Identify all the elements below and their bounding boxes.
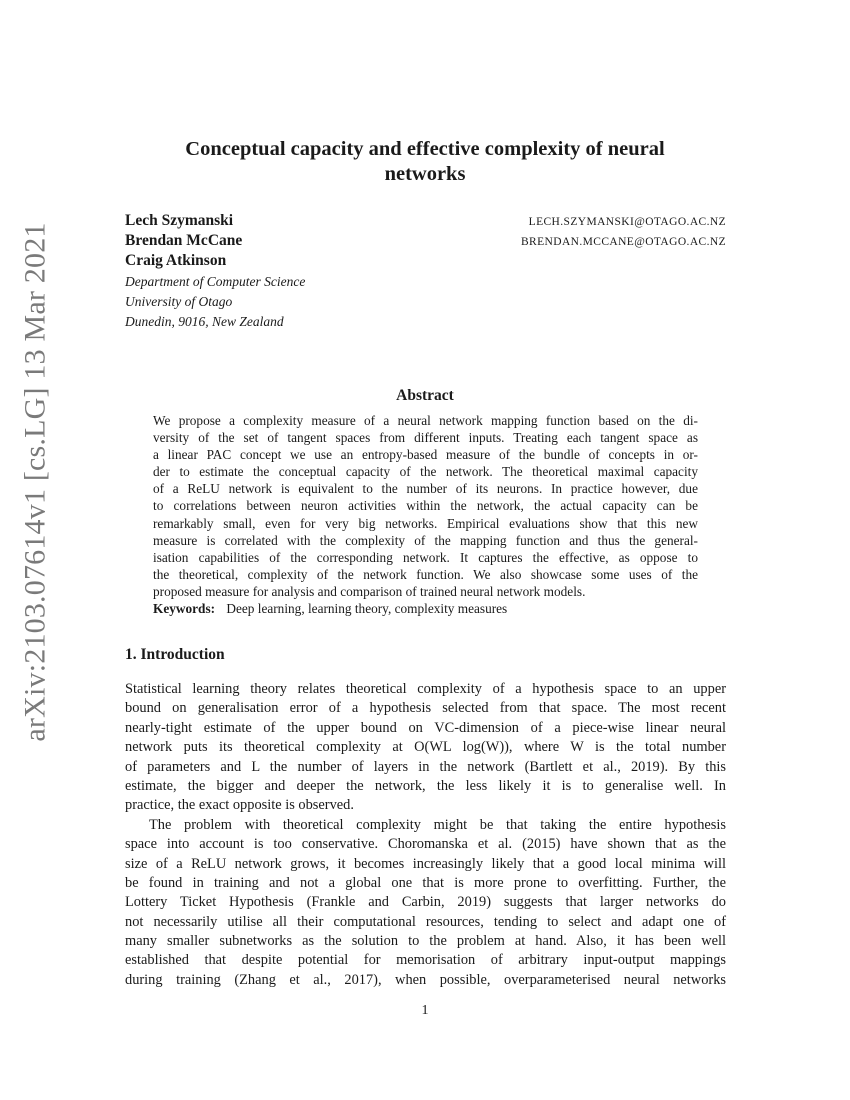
arxiv-identifier: arXiv:2103.07614v1 [cs.LG] 13 Mar 2021 bbox=[19, 222, 52, 742]
paragraph-line: estimate, the bigger and deeper the network, the less likely it is to generalise well. In bbox=[125, 777, 726, 794]
author-row bbox=[125, 212, 726, 232]
paragraph-line: be found in training and not a global one that is more prone to overfitting. Further, the bbox=[125, 874, 726, 891]
abstract-line: measure is correlated with the complexity of the mapping function and thus the general- bbox=[153, 532, 698, 548]
abstract-line: der to estimate the conceptual capacity of the network. The theoretical maximal capacity bbox=[153, 464, 698, 480]
author-name: Brendan McCane bbox=[125, 232, 243, 249]
arxiv-side-stamp bbox=[8, 222, 64, 742]
affiliation-address: Dunedin, 9016, New Zealand bbox=[125, 314, 284, 329]
abstract-line: to correlations between neuron activities within the network, the actual capacity can be bbox=[153, 498, 698, 514]
affiliation-department: Department of Computer Science bbox=[125, 274, 306, 289]
paragraph-line: bound on generalisation error of a hypothesis selected from that space. The most recent bbox=[125, 700, 726, 717]
paragraph-line: size of a ReLU network grows, it becomes increasingly likely that a good local minima will bbox=[125, 855, 726, 872]
paragraph-line: established that despite potential for memorisation of arbitrary input-output mappings bbox=[125, 952, 726, 969]
author-block bbox=[125, 212, 726, 332]
paragraph-line: practice, the exact opposite is observed. bbox=[125, 797, 354, 814]
paragraph-line: of parameters and L the number of layers in the network (Bartlett et al., 2019). By this bbox=[125, 758, 726, 775]
paragraph-line: nearly-tight estimate of the upper bound on VC-dimension of a piece-wise linear neural bbox=[125, 719, 726, 736]
abstract-heading: Abstract bbox=[396, 387, 454, 404]
abstract-line: isation capabilities of the corresponding network. It captures the effective, as oppose to bbox=[153, 549, 698, 565]
keywords bbox=[153, 601, 698, 617]
abstract-line: remarkably small, even for very big networks. Empirical evaluations show that this new bbox=[153, 515, 698, 531]
abstract-line: We propose a complexity measure of a neural network mapping function based on the di- bbox=[153, 413, 698, 428]
abstract-line: the theoretical, complexity of the network function. We also showcase some uses of the bbox=[153, 566, 698, 582]
author-row bbox=[125, 252, 726, 272]
paragraph-line: not necessarily utilise all their computational resources, tending to select and adapt one of bbox=[125, 913, 726, 930]
abstract-body bbox=[153, 412, 698, 600]
author-name: Lech Szymanski bbox=[125, 212, 234, 229]
abstract-line: versity of the set of tangent spaces from different inputs. Treating each tangent space as bbox=[153, 430, 698, 446]
paragraph-line: network puts its theoretical complexity at O(WL log(W)), where W is the total number bbox=[125, 739, 726, 756]
abstract-line: a linear PAC concept we use an entropy-based measure of the bundle of concepts in or- bbox=[153, 447, 698, 463]
paragraph-line: during training (Zhang et al., 2017), when possible, overparameterised neural networks bbox=[125, 971, 726, 988]
paragraph-line: space into account is too conservative. Choromanska et al. (2015) have shown that as the bbox=[125, 836, 726, 853]
author-name: Craig Atkinson bbox=[125, 252, 227, 269]
introduction-body bbox=[125, 680, 726, 990]
author-email: BRENDAN.MCCANE@OTAGO.AC.NZ bbox=[520, 236, 726, 248]
page-number: 1 bbox=[421, 1003, 429, 1018]
author-row bbox=[125, 232, 726, 252]
keywords-label: Keywords: bbox=[153, 601, 216, 616]
section-heading: 1. Introduction bbox=[125, 646, 225, 663]
title-line: networks bbox=[384, 163, 466, 185]
author-email: LECH.SZYMANSKI@OTAGO.AC.NZ bbox=[528, 216, 726, 228]
abstract-line: of a ReLU network is equivalent to the number of its neurons. In practice however, due bbox=[153, 481, 698, 497]
paragraph-line: The problem with theoretical complexity might be that taking the entire hypothesis bbox=[149, 816, 726, 833]
keywords-text: Deep learning, learning theory, complexity measures bbox=[226, 601, 508, 616]
paragraph-line: Statistical learning theory relates theoretical complexity of a hypothesis space to an upper bbox=[125, 681, 726, 697]
title-line: Conceptual capacity and effective complexity of neural bbox=[185, 138, 665, 160]
abstract-line: proposed measure for analysis and comparison of trained neural network models. bbox=[153, 583, 586, 599]
affiliation-university: University of Otago bbox=[125, 294, 233, 309]
paragraph-line: Lottery Ticket Hypothesis (Frankle and Carbin, 2019) suggests that larger networks do bbox=[125, 894, 726, 911]
paper-title bbox=[125, 137, 725, 187]
paragraph-line: many smaller subnetworks as the solution to the problem at hand. Also, it has been well bbox=[125, 933, 726, 950]
